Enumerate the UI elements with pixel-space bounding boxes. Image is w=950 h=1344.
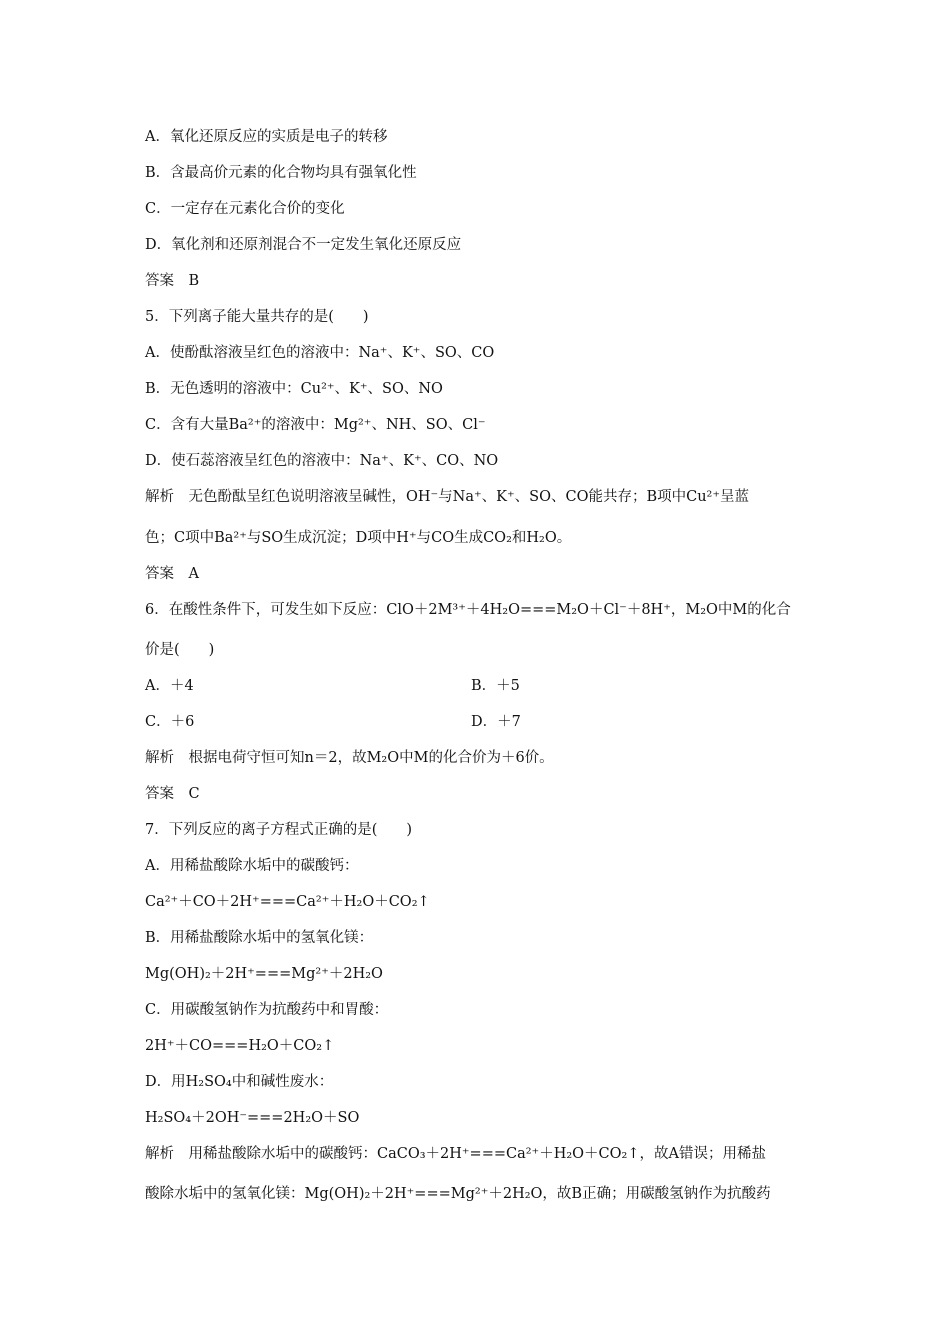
- q7-option-c-equation: 2H⁺＋CO===H₂O＋CO₂↑: [145, 1038, 335, 1054]
- q7-option-b: B．用稀盐酸除水垢中的氢氧化镁：: [145, 930, 374, 946]
- option-b-text: B．含最高价元素的化合物均具有强氧化性: [145, 165, 417, 181]
- q6-option-b: B．＋5: [471, 678, 520, 694]
- q7-analysis-line-2: 酸除水垢中的氢氧化镁：Mg(OH)₂＋2H⁺===Mg²⁺＋2H₂O，故B正确；用碳酸氢钠作为抗酸药: [145, 1186, 771, 1202]
- option-d-text: D．氧化剂和还原剂混合不一定发生氧化还原反应: [145, 237, 462, 253]
- q5-option-d: D．使石蕊溶液呈红色的溶液中：Na⁺、K⁺、CO、NO: [145, 453, 499, 469]
- q6-analysis: 解析 根据电荷守恒可知n＝2，故M₂O中M的化合价为＋6价。: [145, 750, 554, 766]
- q7-option-c: C．用碳酸氢钠作为抗酸药中和胃酸：: [145, 1002, 389, 1018]
- question-7: 7．下列反应的离子方程式正确的是( ): [145, 822, 413, 838]
- q5-analysis-line-2: 色；C项中Ba²⁺与SO生成沉淀；D项中H⁺与CO生成CO₂和H₂O。: [145, 530, 572, 546]
- option-c-text: C．一定存在元素化合价的变化: [145, 201, 345, 217]
- q6-option-d: D．＋7: [471, 714, 521, 730]
- q7-option-d-equation: H₂SO₄＋2OH⁻===2H₂O＋SO: [145, 1110, 360, 1126]
- option-a-text: A．氧化还原反应的实质是电子的转移: [145, 129, 388, 145]
- q5-option-b: B．无色透明的溶液中：Cu²⁺、K⁺、SO、NO: [145, 381, 443, 397]
- q7-option-a: A．用稀盐酸除水垢中的碳酸钙：: [145, 858, 359, 874]
- question-6-line-1: 6．在酸性条件下，可发生如下反应：ClO＋2M³⁺＋4H₂O===M₂O＋Cl⁻＋8H⁺，M₂O中M的化合: [145, 602, 791, 618]
- question-5: 5．下列离子能大量共存的是( ): [145, 309, 369, 325]
- question-6-line-2: 价是( ): [145, 642, 215, 658]
- answer-5: 答案 A: [145, 566, 199, 582]
- q5-analysis-line-1: 解析 无色酚酞呈红色说明溶液呈碱性，OH⁻与Na⁺、K⁺、SO、CO能共存；B项中Cu²⁺呈蓝: [145, 489, 750, 505]
- q7-analysis-line-1: 解析 用稀盐酸除水垢中的碳酸钙：CaCO₃＋2H⁺===Ca²⁺＋H₂O＋CO₂↑，故A错误；用稀盐: [145, 1146, 766, 1162]
- q7-option-d: D．用H₂SO₄中和碱性废水：: [145, 1074, 334, 1090]
- q6-option-c: C．＋6: [145, 714, 195, 730]
- answer-4: 答案 B: [145, 273, 200, 289]
- q6-option-a: A．＋4: [145, 678, 194, 694]
- q5-option-c: C．含有大量Ba²⁺的溶液中：Mg²⁺、NH、SO、Cl⁻: [145, 417, 486, 433]
- q7-option-a-equation: Ca²⁺＋CO＋2H⁺===Ca²⁺＋H₂O＋CO₂↑: [145, 894, 430, 910]
- q5-option-a: A．使酚酞溶液呈红色的溶液中：Na⁺、K⁺、SO、CO: [145, 345, 495, 361]
- answer-6: 答案 C: [145, 786, 200, 802]
- q7-option-b-equation: Mg(OH)₂＋2H⁺===Mg²⁺＋2H₂O: [145, 966, 383, 982]
